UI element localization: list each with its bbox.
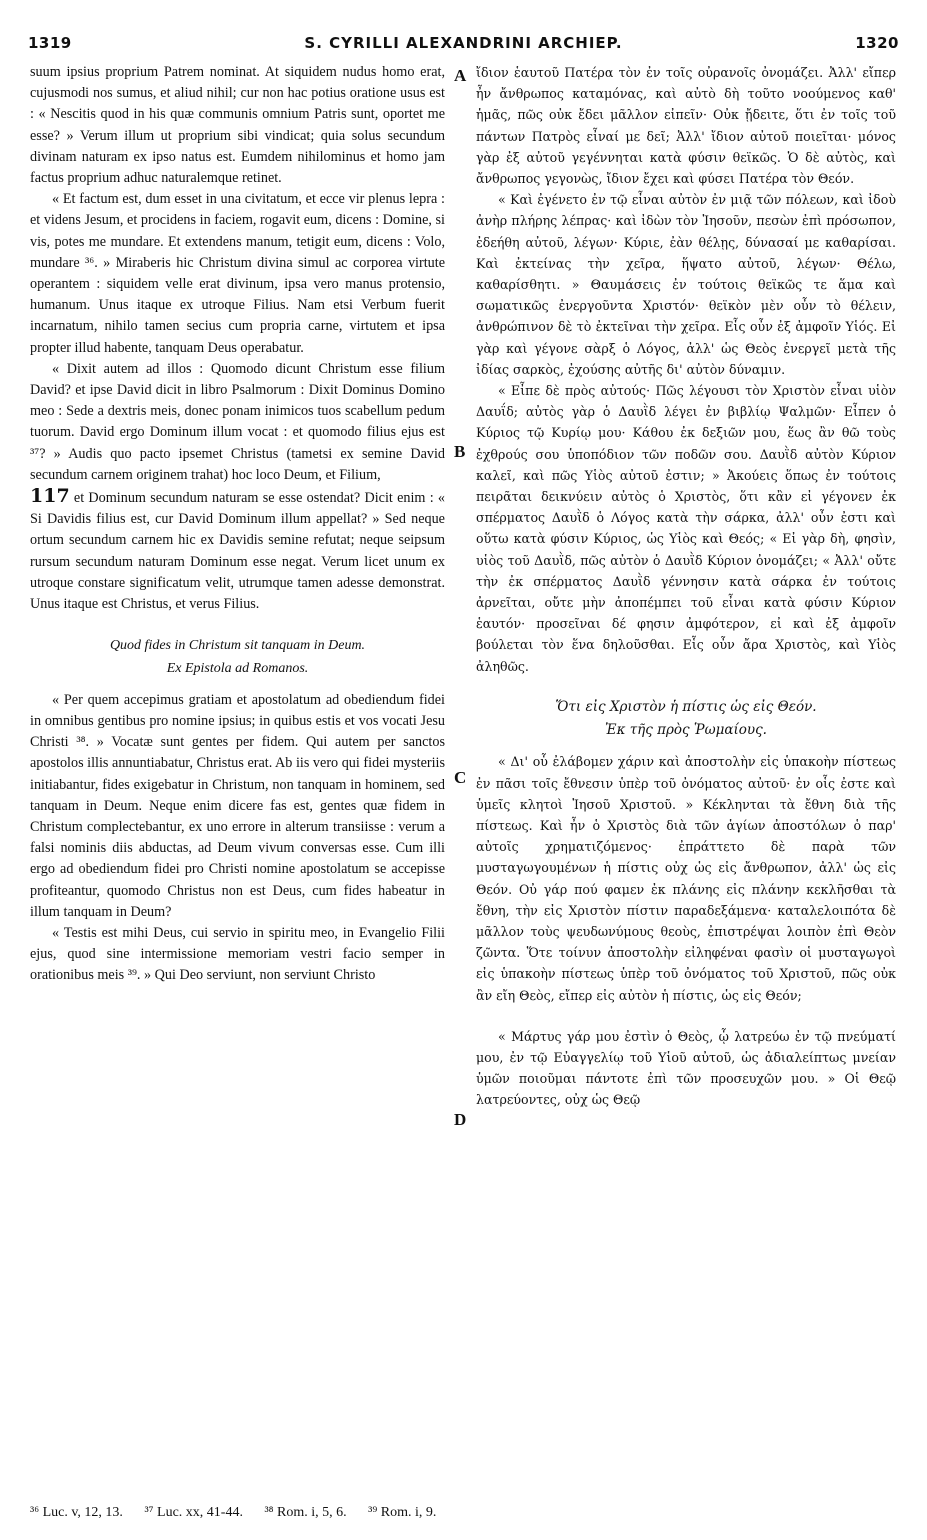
greek-column bbox=[476, 62, 896, 1111]
latin-paragraph: « Et factum est, dum esset in una civitatum, et ecce vir plenus lepra : et videns Jesum, et procidens in faciem, rogavit eum, dicens : Domine, si vis, potes me mundare. Et extendens manum, tetigit eum, dicens : Volo, mundare ³⁶. » Miraberis hic Christum divina simul ac corporea virtute operantem : siquidem velle erat divinum, ipsa vero manus protensio, humanum. Unus itaque ex utroque Filius. Nam etsi Verbum fuerit incarnatum, nihilo tamen secius cum propria carne, virtutem et ipsa propter illud habente, tanquam Deus operabatur. bbox=[30, 191, 445, 356]
page-number-left: 1319 bbox=[28, 34, 72, 52]
latin-section-heading: Quod fides in Christum sit tanquam in Deum. bbox=[109, 638, 366, 654]
greek-paragraph: « Δι' οὗ ἐλάβομεν χάριν καὶ ἀποστολὴν εἰς ὑπακοὴν πίστεως ἐν πᾶσι τοῖς ἔθνεσιν ὑπὲρ τοῦ ὀνόματος αὐτοῦ· ἐν οἷς ἐστε καὶ ὑμεῖς κλητοὶ Ἰησοῦ Χριστοῦ. » Κέκληνται τὰ ἔθνη διὰ τῆς πίστεως. Καὶ ἦν ὁ Χριστὸς διὰ τῶν ἁγίων ἀποστόλων ὁ παρ' αὐτοῖς χρηματιζόμενος· ἐπράττετο δὲ παρὰ τῶν μυσταγωγουμένων ἡ πίστις οὐχ ὡς εἰς ἄνθρωπον, ἀλλ' ὡς εἰς Θεόν. Οὐ γάρ πού φαμεν ἐκ πλάνης εἰς πλάνην κεκλῆσθαι τὰ ἔθνη, τὴν εἰς Χριστὸν πίστιν παραδεξάμενα· καταλελοιπότα δὲ μᾶλλον τοὺς ψευδωνύμους θεοὺς, ἐπιστρέψαι λοιπὸν ἐπὶ Θεὸν ζῶντα. Ὅτε τοίνυν ἀποστολὴν εἰληφέναι φασὶν οἱ μυσταγωγοὶ εἰς ὑπακοὴν πίστεως ὑπὲρ τοῦ ὀνόματος τοῦ Χριστοῦ, πῶς οὐκ ἂν εἴη Θεὸς, εἴπερ εἰς αὐτὸν ἡ πίστις, ὡς εἰς Θεόν; bbox=[476, 754, 896, 1003]
greek-paragraph: « Εἶπε δὲ πρὸς αὐτούς· Πῶς λέγουσι τὸν Χριστὸν εἶναι υἱὸν Δαυΐδ; αὐτὸς γὰρ ὁ Δαυῒδ λέγει ἐν βιβλίῳ Ψαλμῶν· Εἶπεν ὁ Κύριος τῷ Κυρίῳ μου· Κάθου ἐκ δεξιῶν μου, ἕως ἂν θῶ τοὺς ἐχθρούς σου ὑποπόδιον τῶν ποδῶν σου. Δαυῒδ αὐτὸν Κύριον καλεῖ, καὶ πῶς Υἱὸς αὐτοῦ ἐστιν; » Ἀκούεις ὅπως ἐν τούτοις πειρᾶται δεικνύειν αὐτὸς ὁ Χριστὸς, ὅτι κἂν εἰ γέγονεν ἐκ σπέρματος Δαυῒδ ὁ Λόγος κατὰ τὴν σάρκα, ἀλλ' οὖν ἐστι καὶ οὕτω κατὰ φύσιν Κύριος, ὡς Υἱὸς καὶ Θεός; « Εἰ γὰρ δὴ, φησὶν, υἱὸς τοῦ Δαυῒδ, πῶς αὐτὸν ὁ Δαυῒδ Κύριον ὀνομάζει; « Ἀλλ' οὔτε τὴν ἐκ σπέρματος Δαυῒδ γέννησιν κατὰ σάρκα ἐν τούτοις ἀρνεῖται, οὔτε μὴν ἀποπέμπει τοῦ εἶναι κατὰ φύσιν Κύριον ἑαυτόν· προσεῖναι δέ φησιν ἀμφότερον, εἰ καὶ ἐξ ἀμφοῖν βούλεται τὸν ἕνα δηλοῦσθαι. Εἷς οὖν ἄρα Χριστὸς, καὶ Υἱὸς ἀληθῶς. bbox=[476, 383, 896, 674]
footnote: ³⁹ Rom. i, 9. bbox=[368, 1505, 437, 1520]
greek-paragraph: ἴδιον ἑαυτοῦ Πατέρα τὸν ἐν τοῖς οὐρανοῖς ὀνομάζει. Ἀλλ' εἴπερ ἦν ἄνθρωπος καταμόνας, καὶ αὐτὸ δὴ τοῦτο νοούμενος καθ' ἡμᾶς, πῶς οὐκ ἔδει μᾶλλον εἰπεῖν· Οὐκ ᾔδειτε, ὅτι ἐν τοῖς τοῦ πάντων Πατρὸς εἶναί με δεῖ; Ἀλλ' ἴδιον αὐτοῦ ποιεῖται· μόνος γὰρ ἐξ αὐτοῦ γεγέννηται κατὰ φύσιν θεϊκῶς. Ὁ δὲ αὐτὸς, καὶ ἄνθρωπος γεγονὼς, ἴδιον ἔχει καὶ φύσει Πατέρα τὸν Θεόν. bbox=[476, 65, 896, 187]
latin-paragraph: « Dixit autem ad illos : Quomodo dicunt Christum esse filium David? et ipse David dicit in libro Psalmorum : Dixit Dominus Domino meo : Sede a dextris meis, donec ponam inimicos tuos scabellum pedum tuorum. David ergo Dominum illum vocat : et quomodo filius ejus est ³⁷? » Audis quo pacto ipsemet Christus (tametsi ex semine David secundum carnem originem trahat) hoc loco Deum, et Filium, bbox=[30, 360, 445, 483]
margin-marker-b: B bbox=[454, 442, 466, 461]
greek-section-subheading: Ἐκ τῆς πρὸς Ῥωμαίους. bbox=[605, 722, 767, 739]
latin-paragraph: suum ipsius proprium Patrem nominat. At siquidem nudus homo erat, cujusmodi nos sumus, et aliud nihil; cur non hac potius oratione usus est : « Nescitis quod in his quæ communis omnium Patris sunt, oportet me esse? » Verum illum ut proprium sibi vindicat; quia solus secundum divinam naturam ex ipso natus est. Eumdem nihilominus et homo jam factus proprium adhuc naturalemque retinet. bbox=[30, 64, 445, 187]
footnote: ³⁸ Rom. i, 5, 6. bbox=[264, 1505, 347, 1520]
page-number-right: 1320 bbox=[855, 34, 899, 52]
latin-paragraph: « Testis est mihi Deus, cui servio in spiritu meo, in Evangelio Filii ejus, quod sine intermissione memoriam vestri facio semper in orationibus meis ³⁹. » Qui Deo serviunt, non serviunt Christo bbox=[30, 924, 445, 984]
margin-marker-c: C bbox=[454, 768, 467, 787]
latin-section-subheading: Ex Epistola ad Romanos. bbox=[166, 661, 309, 677]
greek-paragraph: « Μάρτυς γάρ μου ἐστὶν ὁ Θεὸς, ᾧ λατρεύω ἐν τῷ πνεύματί μου, ἐν τῷ Εὐαγγελίῳ τοῦ Υἱοῦ αὐτοῦ, ὡς ἀδιαλείπτως μνείαν ὑμῶν ποιοῦμαι πάντοτε ἐπὶ τῶν προσευχῶν μου. » Οἱ Θεῷ λατρεύοντες, οὐχ ὡς Θεῷ bbox=[476, 1028, 896, 1108]
latin-paragraph: « Per quem accepimus gratiam et apostolatum ad obediendum fidei in omnibus gentibus pro nomine ipsius; in quibus estis et vos vocati Jesu Christi ³⁸. » Vocatæ sunt gentes per fidem. Qui autem per sanctos apostolos illis annuntiabatur, Christus erat. Ab iis vero qui fidei mysteriis initiabantur, fides exigebatur in Christum, non tanquam in hominem, sed tanquam in Deum. Neque enim dicere fas est, gentes quæ fidem in Christum complectebantur, ex uno errore in alterum transiisse : verum a falsi nominis diis abductas, ad Deum vivum conversas esse. Cum illi ergo ad obediendum fidei pro Christi nomine apostolatum se accepisse profiteantur, quomodo Christus non est Deus, cum fides habeatur in illum tanquam in Deum? bbox=[30, 691, 445, 920]
greek-paragraph: « Καὶ ἐγένετο ἐν τῷ εἶναι αὐτὸν ἐν μιᾷ τῶν πόλεων, καὶ ἰδοὺ ἀνὴρ πλήρης λέπρας· καὶ ἰδὼν τὸν Ἰησοῦν, πεσὼν ἐπὶ πρόσωπον, ἐδεήθη αὐτοῦ, λέγων· Κύριε, ἐὰν θέλῃς, δύνασαί με καθαρίσαι. Καὶ ἐκτείνας τὴν χεῖρα, ἥψατο αὐτοῦ, λέγων· Θέλω, καθαρίσθητι. » Θαυμάσεις ἐν τούτοις θεϊκῶς τε ἅμα καὶ σωματικῶς ἐνεργοῦντα Χριστόν· θεϊκὸν μὲν οὖν τὸ θέλειν, ἀνθρώπινον δὲ τὸ ἐκτεῖναι τὴν χεῖρα. Εἷς οὖν ἐξ ἀμφοῖν Υἱός. Εἰ γὰρ καὶ γέγονε σὰρξ ὁ Λόγος, ἀλλ' ὡς Θεὸς ἐνεργεῖ μετὰ τῆς ἰδίας σαρκὸς, ἐχούσης αὐτῆς δι' αὐτὸν δύναμιν. bbox=[476, 192, 896, 377]
latin-column bbox=[30, 62, 445, 987]
footnote: ³⁶ Luc. v, 12, 13. bbox=[30, 1505, 123, 1520]
greek-section-heading: Ὅτι εἰς Χριστὸν ἡ πίστις ὡς εἰς Θεόν. bbox=[555, 698, 817, 715]
margin-marker-d: D bbox=[454, 1110, 467, 1129]
page-header bbox=[28, 30, 899, 58]
footnote: ³⁷ Luc. xx, 41-44. bbox=[144, 1505, 243, 1520]
running-title: S. CYRILLI ALEXANDRINI ARCHIEP. bbox=[304, 34, 623, 52]
latin-paragraph-text: et Dominum secundum naturam se esse ostendat? Dicit enim : « Si Davidis filius est, cur David Dominum illum appellat? » Sed neque ortum secundum carnem hic ex Davidis semine refutat; neque seipsum rursum secundum naturam Dominum esse negat. Verum licet unum ex utroque constare significatum velit, utrumque tamen adesse demonstrat. Unus itaque est Christus, et verus Filius. bbox=[30, 490, 445, 613]
inline-page-number: 117 bbox=[30, 485, 70, 508]
footnotes bbox=[30, 1505, 897, 1521]
margin-marker-a: A bbox=[454, 66, 467, 85]
latin-paragraph-cont bbox=[30, 486, 445, 615]
